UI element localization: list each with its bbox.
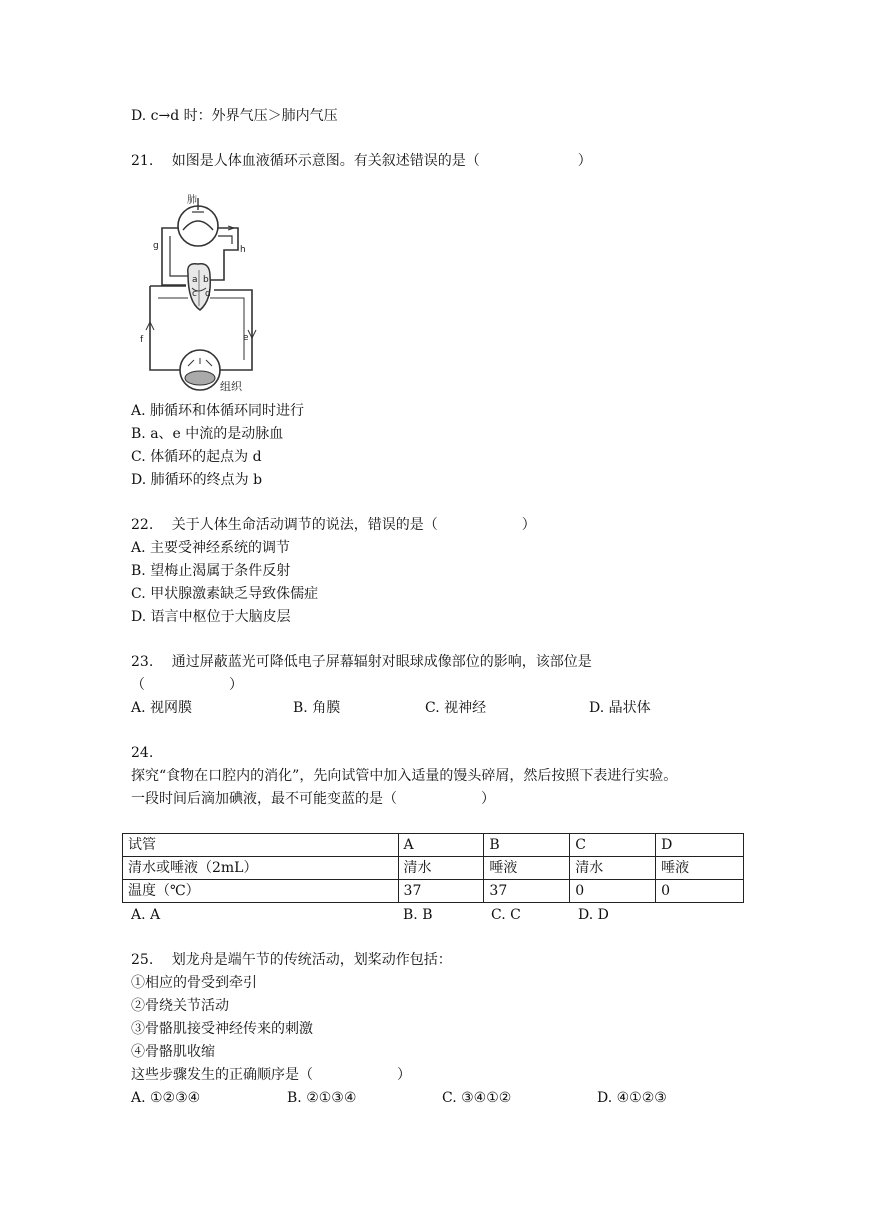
q24-stem-2: 一段时间后滴加碘液，最不可能变蓝的是（ ） <box>131 791 495 807</box>
table-row <box>123 880 744 903</box>
label-b: b <box>203 275 209 285</box>
table-cell: 温度（℃） <box>123 880 399 903</box>
q22-option-b: B. 望梅止渴属于条件反射 <box>131 563 291 579</box>
q25-stem: 25. 划龙舟是端午节的传统活动，划桨动作包括： <box>131 952 452 968</box>
table-cell: 37 <box>484 880 570 903</box>
table-cell: 37 <box>398 880 484 903</box>
q23-stem-bracket: （ ） <box>131 677 243 693</box>
q21-option-c: C. 体循环的起点为 d <box>131 449 262 465</box>
q25-step-2: ②骨绕关节活动 <box>131 998 229 1014</box>
q23-option-d: D. 晶状体 <box>589 700 651 716</box>
table-cell: A <box>398 834 484 857</box>
blood-circulation-diagram <box>128 190 268 396</box>
q20-option-d: D. c→d 时：外界气压＞肺内气压 <box>131 108 338 124</box>
table-cell: B <box>484 834 570 857</box>
label-e: e <box>243 333 249 343</box>
q25-option-d: D. ④①②③ <box>597 1090 667 1106</box>
table-cell: C <box>570 834 656 857</box>
table-cell: 清水或唾液（2mL） <box>123 857 399 880</box>
experiment-table <box>122 833 744 903</box>
q24-option-d: D. D <box>578 907 609 923</box>
q21-stem: 21. 如图是人体血液循环示意图。有关叙述错误的是（ ） <box>131 153 592 169</box>
lung-label: 肺 <box>187 195 197 206</box>
label-g: g <box>153 241 159 251</box>
q25-step-4: ④骨骼肌收缩 <box>131 1044 215 1060</box>
table-cell: 清水 <box>398 857 484 880</box>
table-cell: D <box>656 834 744 857</box>
q25-step-3: ③骨骼肌接受神经传来的刺激 <box>131 1021 313 1037</box>
label-f: f <box>140 335 144 345</box>
q23-stem: 23. 通过屏蔽蓝光可降低电子屏幕辐射对眼球成像部位的影响，该部位是 <box>131 654 592 670</box>
table-row <box>123 834 744 857</box>
q25-step-1: ①相应的骨受到牵引 <box>131 975 257 991</box>
q22-stem: 22. 关于人体生命活动调节的说法，错误的是（ ） <box>131 517 536 533</box>
q21-option-d: D. 肺循环的终点为 b <box>131 472 263 488</box>
q24-option-b: B. B <box>403 907 433 923</box>
q25-option-c: C. ③④①② <box>442 1090 512 1106</box>
table-cell: 唾液 <box>484 857 570 880</box>
q24-option-c: C. C <box>491 907 521 923</box>
q22-option-c: C. 甲状腺激素缺乏导致侏儒症 <box>131 586 319 602</box>
q22-option-a: A. 主要受神经系统的调节 <box>131 540 291 556</box>
table-cell: 试管 <box>123 834 399 857</box>
label-d: d <box>205 289 211 299</box>
tissue-label: 组织 <box>220 380 242 393</box>
label-c: c <box>192 289 197 299</box>
q21-option-a: A. 肺循环和体循环同时进行 <box>131 403 305 419</box>
q24-stem-1: 探究“食物在口腔内的消化”，先向试管中加入适量的馒头碎屑，然后按照下表进行实验。 <box>131 768 678 784</box>
table-cell: 清水 <box>570 857 656 880</box>
q23-option-c: C. 视神经 <box>425 700 487 716</box>
label-a: a <box>192 275 198 285</box>
q24-option-a: A. A <box>131 907 161 923</box>
q25-option-a: A. ①②③④ <box>131 1090 201 1106</box>
table-cell: 0 <box>570 880 656 903</box>
q25-option-b: B. ②①③④ <box>287 1090 357 1106</box>
q23-option-b: B. 角膜 <box>293 700 341 716</box>
q22-option-d: D. 语言中枢位于大脑皮层 <box>131 609 291 625</box>
table-row <box>123 857 744 880</box>
table-cell: 唾液 <box>656 857 744 880</box>
q24-number: 24. <box>131 745 154 761</box>
table-cell: 0 <box>656 880 744 903</box>
label-h: h <box>240 245 246 255</box>
q23-option-a: A. 视网膜 <box>131 700 193 716</box>
q21-option-b: B. a、e 中流的是动脉血 <box>131 426 284 442</box>
q25-question: 这些步骤发生的正确顺序是（ ） <box>131 1067 411 1083</box>
